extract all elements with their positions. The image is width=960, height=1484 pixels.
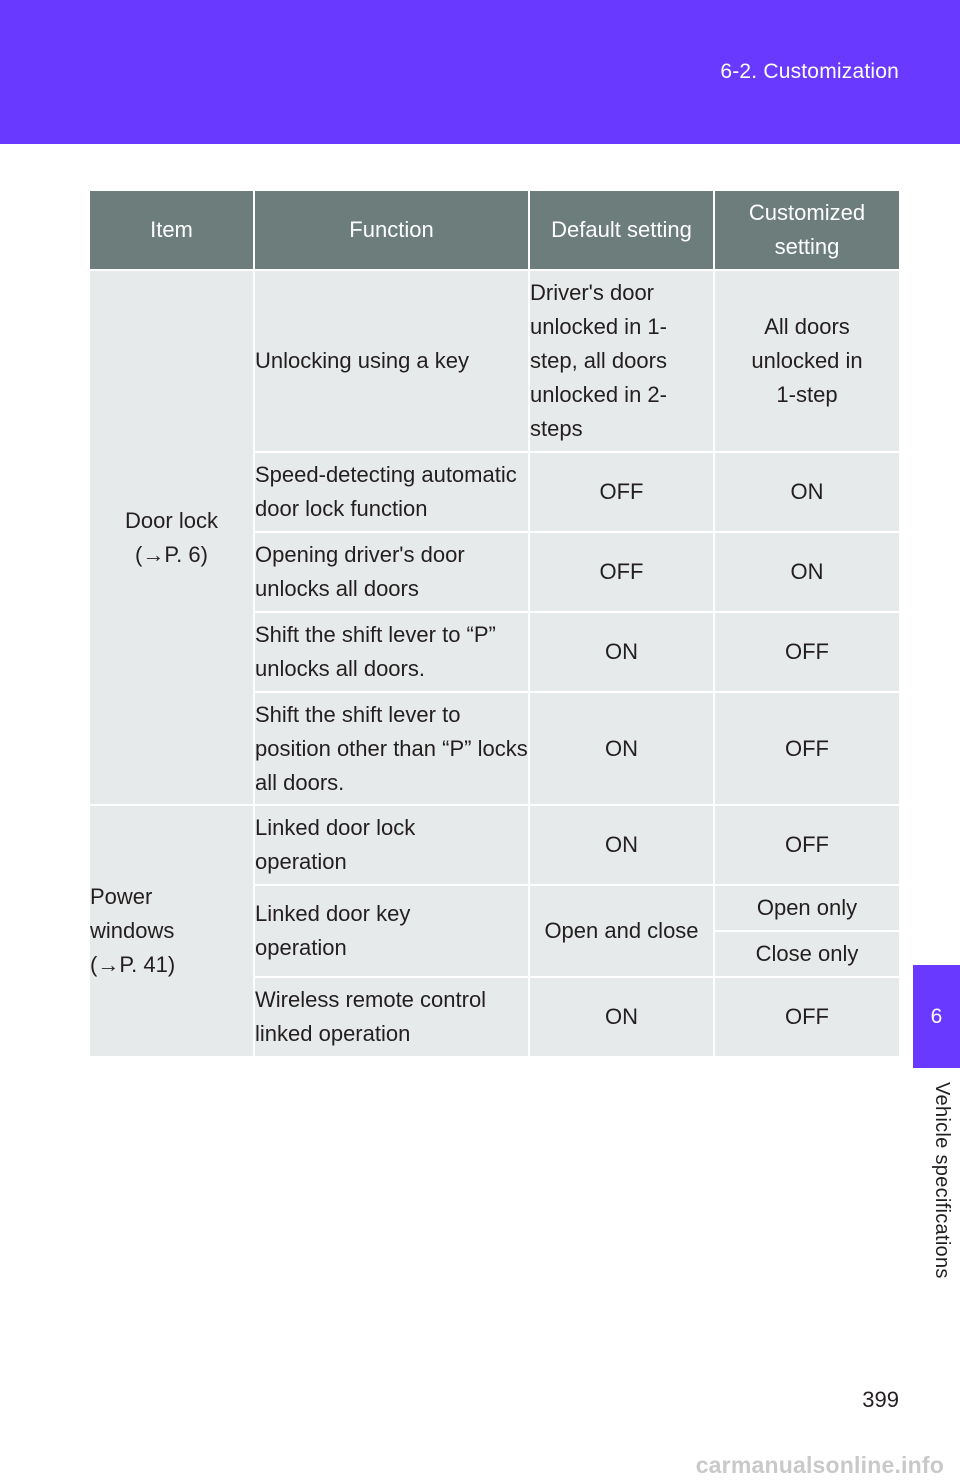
customized-setting-cell-close-only: Close only (714, 931, 900, 977)
default-setting-cell: OFF (529, 532, 714, 612)
function-cell: Unlocking using a key (254, 270, 529, 452)
item-power-windows-ref: (→P. 41) (90, 952, 176, 977)
customized-setting-cell: All doors unlocked in 1-step (714, 270, 900, 452)
customization-table (88, 189, 901, 1058)
customized-setting-cell: OFF (714, 805, 900, 885)
default-setting-cell: ON (529, 692, 714, 805)
function-cell: Wireless remote control linked operation (254, 977, 529, 1057)
page-number: 399 (862, 1387, 899, 1412)
customized-setting-cell: ON (714, 532, 900, 612)
header-item: Item (89, 190, 254, 270)
item-door-lock-ref: (→P. 6) (135, 541, 208, 567)
default-setting-cell: ON (529, 977, 714, 1057)
function-cell: Shift the shift lever to position other than “P” locks all doors. (254, 692, 529, 805)
item-power-windows (89, 805, 254, 1057)
header-band (0, 0, 960, 144)
item-door-lock (89, 270, 254, 805)
table-header-row (89, 190, 900, 270)
customized-setting-cell: OFF (714, 692, 900, 805)
watermark: carmanualsonline.info (695, 1452, 944, 1478)
default-setting-cell: Open and close (529, 885, 714, 977)
section-title: 6-2. Customization (720, 60, 899, 83)
default-setting-cell: OFF (529, 452, 714, 532)
function-cell: Shift the shift lever to “P” unlocks all doors. (254, 612, 529, 692)
function-cell: Linked door key operation (254, 885, 529, 977)
default-setting-cell: Driver's door unlocked in 1-step, all doors unlocked in 2-steps (529, 270, 714, 452)
chapter-tab[interactable]: 6 (913, 965, 960, 1068)
customized-setting-cell: OFF (714, 977, 900, 1057)
header-customized-setting: Customized setting (714, 190, 900, 270)
table-row (89, 270, 900, 452)
customized-setting-cell: OFF (714, 612, 900, 692)
default-setting-cell: ON (529, 805, 714, 885)
item-door-lock-label: Door lock (125, 507, 218, 533)
item-power-windows-label: Power windows (90, 884, 175, 943)
customized-setting-cell-open-only: Open only (714, 885, 900, 931)
default-setting-cell: ON (529, 612, 714, 692)
table-row (89, 805, 900, 885)
header-function: Function (254, 190, 529, 270)
function-cell: Opening driver's door unlocks all doors (254, 532, 529, 612)
chapter-label: Vehicle specifications (931, 1082, 953, 1279)
function-cell: Speed-detecting automatic door lock function (254, 452, 529, 532)
header-default-setting: Default setting (529, 190, 714, 270)
customized-setting-cell: ON (714, 452, 900, 532)
function-cell: Linked door lock operation (254, 805, 529, 885)
